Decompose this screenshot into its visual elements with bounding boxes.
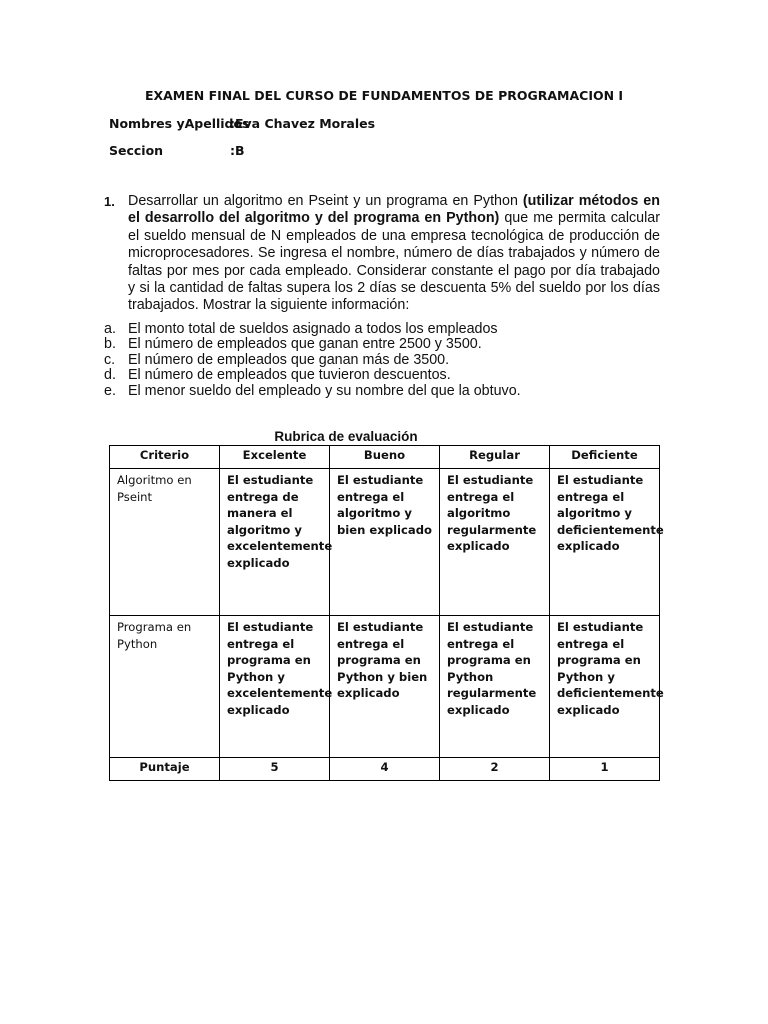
table-header-row — [110, 446, 660, 469]
cell-excelente: El estudiante entrega el programa en Python y excelentemente explicado — [220, 616, 330, 758]
score-bueno: 4 — [330, 758, 440, 781]
cell-excelente: El estudiante entrega de manera el algoritmo y excelentemente explicado — [220, 469, 330, 616]
list-item: e. El menor sueldo del empleado y su nombre del que la obtuvo. — [104, 382, 521, 399]
section-label: Seccion — [109, 143, 164, 158]
question-rest: que me permita calcular el sueldo mensual de N empleados de una empresa tecnológica de producción de microprocesadores. Se ingresa el nombre, número de días trabajados y número de faltas por mes por cada empleado. Considerar constante el pago por día trabajado y si la cantidad de faltas supera los 2 días se descuenta 5% del sueldo por los días trabajados. Mostrar la siguiente información: — [128, 210, 660, 314]
score-row — [110, 758, 660, 781]
student-name-value: :Eva Chavez Morales — [230, 116, 376, 131]
question-text — [128, 193, 660, 315]
header-deficiente: Deficiente — [550, 446, 660, 469]
exam-title: EXAMEN FINAL DEL CURSO DE FUNDAMENTOS DE PROGRAMACION I — [144, 88, 624, 103]
options-list — [104, 322, 664, 399]
list-item: b. El número de empleados que ganan entre 2500 y 3500. — [104, 336, 482, 353]
question-intro: Desarrollar un algoritmo en Pseint y un programa en Python — [128, 193, 518, 209]
question-bold: (utilizar métodos en el desarrollo del algoritmo y del programa en Python) — [128, 193, 660, 227]
score-label: Puntaje — [110, 758, 220, 781]
cell-bueno: El estudiante entrega el algoritmo y bien explicado — [330, 469, 440, 616]
section-row — [109, 143, 245, 158]
header-criterio: Criterio — [110, 446, 220, 469]
score-deficiente: 1 — [550, 758, 660, 781]
rubric-title: Rubrica de evaluación — [274, 429, 418, 444]
rubric-table — [109, 445, 664, 781]
cell-criterio: Algoritmo en Pseint — [110, 469, 220, 616]
cell-criterio: Programa en Python — [110, 616, 220, 758]
header-excelente: Excelente — [220, 446, 330, 469]
question-1 — [104, 193, 660, 315]
cell-bueno: El estudiante entrega el programa en Python y bien explicado — [330, 616, 440, 758]
list-item: d. El número de empleados que tuvieron descuentos. — [104, 367, 451, 384]
header-regular: Regular — [440, 446, 550, 469]
cell-regular: El estudiante entrega el programa en Python regularmente explicado — [440, 616, 550, 758]
table-row — [110, 616, 660, 758]
cell-regular: El estudiante entrega el algoritmo regularmente explicado — [440, 469, 550, 616]
header-bueno: Bueno — [330, 446, 440, 469]
score-regular: 2 — [440, 758, 550, 781]
cell-deficiente: El estudiante entrega el programa en Python y deficientemente explicado — [550, 616, 660, 758]
section-value: :B — [230, 143, 245, 158]
score-excelente: 5 — [220, 758, 330, 781]
list-item: c. El número de empleados que ganan más de 3500. — [104, 351, 450, 368]
table-row — [110, 469, 660, 616]
student-name-row — [109, 116, 376, 131]
cell-deficiente: El estudiante entrega el algoritmo y deficientemente explicado — [550, 469, 660, 616]
question-number: 1. — [104, 194, 115, 209]
student-name-label: Nombres yApellidos — [109, 116, 250, 131]
list-item: a. El monto total de sueldos asignado a todos los empleados — [104, 321, 498, 337]
